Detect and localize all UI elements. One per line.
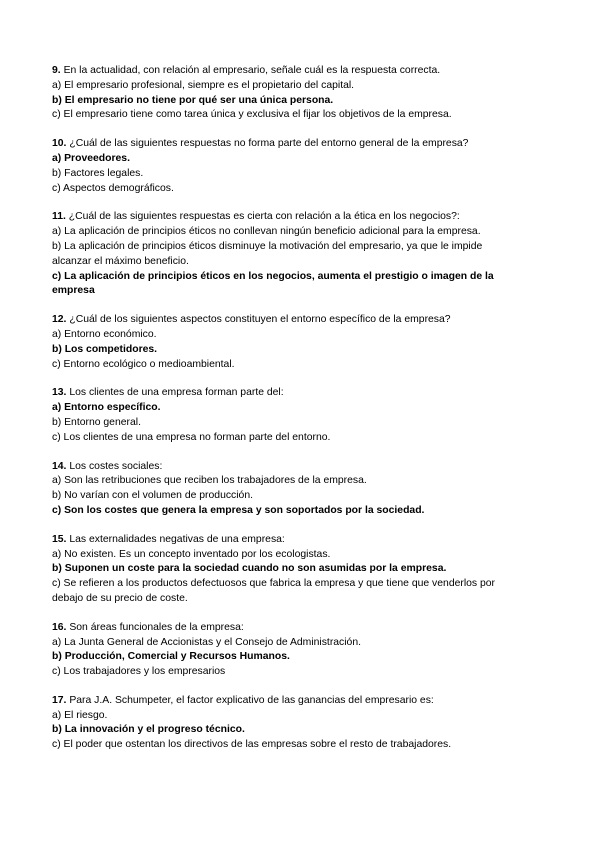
answer-option: b) No varían con el volumen de producción. — [52, 490, 253, 502]
answer-option: c) Los trabajadores y los empresarios — [52, 666, 226, 678]
question-number: 10. — [52, 138, 67, 150]
question-stem — [52, 533, 520, 548]
question-number: 11. — [52, 211, 66, 223]
question-text: ¿Cuál de los siguientes aspectos constituyen el entorno específico de la empresa? — [69, 314, 451, 326]
question-text: Las externalidades negativas de una empresa: — [69, 533, 285, 545]
question-stem — [52, 313, 520, 328]
question-number: 15. — [52, 533, 67, 545]
question-stem — [52, 386, 520, 401]
question-block — [52, 386, 520, 445]
answer-option: a) La aplicación de principios éticos no conllevan ningún beneficio adicional para la empresa. — [52, 226, 481, 238]
answer-option: c) El empresario tiene como tarea única y exclusiva el fijar los objetivos de la empresa. — [52, 109, 452, 121]
question-number: 17. — [52, 694, 67, 706]
question-text: Son áreas funcionales de la empresa: — [69, 621, 244, 633]
question-block — [52, 313, 520, 372]
question-block — [52, 460, 520, 519]
answer-option-correct: b) Producción, Comercial y Recursos Humanos. — [52, 651, 290, 663]
answer-option-correct: b) Suponen un coste para la sociedad cuando no son asumidas por la empresa. — [52, 563, 447, 575]
answer-option-correct: a) Entorno específico. — [52, 402, 161, 414]
question-text: Los clientes de una empresa forman parte del: — [69, 387, 284, 399]
question-text: Los costes sociales: — [69, 460, 163, 472]
answer-option: a) Son las retribuciones que reciben los trabajadores de la empresa. — [52, 475, 367, 487]
answer-option: a) El empresario profesional, siempre es el propietario del capital. — [52, 79, 355, 91]
answer-option: a) Entorno económico. — [52, 328, 157, 340]
question-stem — [52, 137, 520, 152]
answer-option: b) La aplicación de principios éticos disminuye la motivación del empresario, ya que le impide alcanzar el máximo beneficio. — [52, 240, 483, 267]
question-stem — [52, 460, 520, 475]
answer-option-correct: b) Los competidores. — [52, 343, 158, 355]
question-block — [52, 210, 520, 299]
question-stem — [52, 64, 520, 79]
answer-option-correct: b) La innovación y el progreso técnico. — [52, 724, 245, 736]
question-stem — [52, 621, 520, 636]
answer-option: c) Se refieren a los productos defectuosos que fabrica la empresa y que tiene que venderlos por debajo de su precio de coste. — [52, 578, 496, 604]
question-stem — [52, 210, 520, 225]
question-block — [52, 694, 520, 753]
question-block — [52, 621, 520, 680]
answer-option-correct: b) El empresario no tiene por qué ser una única persona. — [52, 94, 334, 106]
question-number: 9. — [52, 65, 61, 76]
question-text: ¿Cuál de las siguientes respuestas no forma parte del entorno general de la empresa? — [69, 138, 469, 150]
answer-option: c) Aspectos demográficos. — [52, 182, 174, 194]
question-block — [52, 137, 520, 196]
answer-option: c) Entorno ecológico o medioambiental. — [52, 358, 235, 370]
answer-option: a) No existen. Es un concepto inventado por los ecologistas. — [52, 548, 331, 560]
question-block — [52, 64, 520, 123]
question-number: 13. — [52, 387, 67, 399]
answer-option: a) El riesgo. — [52, 709, 108, 721]
answer-option: c) Los clientes de una empresa no forman parte del entorno. — [52, 431, 331, 443]
answer-option-correct: a) Proveedores. — [52, 152, 130, 164]
question-text: Para J.A. Schumpeter, el factor explicativo de las ganancias del empresario es: — [69, 694, 434, 706]
question-number: 16. — [52, 621, 67, 633]
answer-option: c) El poder que ostentan los directivos de las empresas sobre el resto de trabajadores. — [52, 739, 452, 751]
answer-option-correct: c) Son los costes que genera la empresa y son soportados por la sociedad. — [52, 504, 425, 516]
question-number: 14. — [52, 460, 67, 472]
question-text: En la actualidad, con relación al empresario, señale cuál es la respuesta correcta. — [63, 65, 441, 76]
answer-option: b) Factores legales. — [52, 167, 144, 179]
question-text: ¿Cuál de las siguientes respuestas es cierta con relación a la ética en los negocios?: — [68, 211, 460, 223]
answer-option: a) La Junta General de Accionistas y el Consejo de Administración. — [52, 636, 362, 648]
answer-option: b) Entorno general. — [52, 416, 141, 428]
question-block — [52, 533, 520, 607]
question-stem — [52, 694, 520, 709]
question-number: 12. — [52, 314, 67, 326]
answer-option-correct: c) La aplicación de principios éticos en los negocios, aumenta el prestigio o imagen de la empresa — [52, 270, 494, 297]
